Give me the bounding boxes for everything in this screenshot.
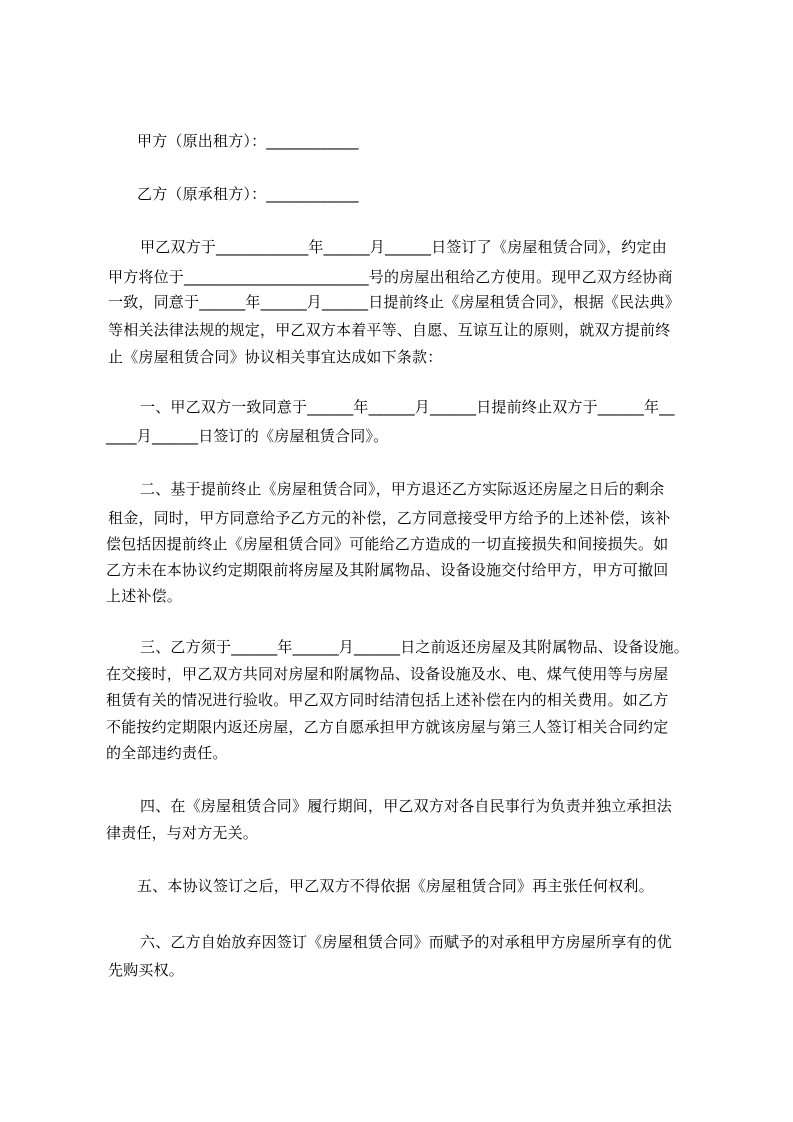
intro-line: 止《房屋租赁合同》协议相关事宜达成如下条款： xyxy=(108,348,443,366)
clause-line: 一、甲乙双方一致同意于______年______月______日提前终止双方于______年__ xyxy=(140,398,675,416)
clause-line: ____月______日签订的《房屋租赁合同》。 xyxy=(106,427,389,445)
clause-line: 上述补偿。 xyxy=(106,587,183,605)
clause-line: 偿包括因提前终止《房屋租赁合同》可能给乙方造成的一切直接损失和间接损失。如 xyxy=(106,535,669,553)
clause-line: 的全部违约责任。 xyxy=(106,744,228,762)
clause-line: 四、在《房屋租赁合同》履行期间，甲乙双方对各自民事行为负责并独立承担法 xyxy=(140,797,673,815)
clause-line: 乙方未在本协议约定期限前将房屋及其附属物品、设备设施交付给甲方，甲方可撤回 xyxy=(106,561,669,579)
clause-line: 不能按约定期限内返还房屋，乙方自愿承担甲方就该房屋与第三人签订相关合同约定 xyxy=(106,718,669,736)
clause-line: 租赁有关的情况进行验收。甲乙双方同时结清包括上述补偿在内的相关费用。如乙方 xyxy=(106,691,669,709)
clause-line: 三、乙方须于______年______月______日之前返还房屋及其附属物品、设备设施。 xyxy=(140,638,690,656)
clause-line: 二、基于提前终止《房屋租赁合同》，甲方退还乙方实际返还房屋之日后的剩余 xyxy=(140,480,665,498)
intro-line: 甲乙双方于____________年______月______日签订了《房屋租赁合同》，约定由 xyxy=(140,238,667,256)
clause-line: 律责任，与对方无关。 xyxy=(106,824,259,842)
clause-line: 六、乙方自始放弃因签订《房屋租赁合同》而赋予的对承租甲方房屋所享有的优 xyxy=(140,933,673,951)
party-b-line: 乙方（原承租方）：____________ xyxy=(137,185,359,203)
intro-line: 一致，同意于______年______月______日提前终止《房屋租赁合同》，根据《民法典》 xyxy=(108,293,680,311)
intro-line: 等相关法律法规的规定，甲乙双方本着平等、自愿、互谅互让的原则，就双方提前终 xyxy=(108,321,671,339)
clause-line: 五、本协议签订之后，甲乙双方不得依据《房屋租赁合同》再主张任何权利。 xyxy=(137,877,654,895)
clause-line: 租金，同时，甲方同意给予乙方元的补偿，乙方同意接受甲方给予的上述补偿，该补 xyxy=(108,509,671,527)
clause-line: 先购买权。 xyxy=(108,961,185,979)
intro-line: 甲方将位于________________________号的房屋出租给乙方使用。现甲乙双方经协商 xyxy=(108,268,673,286)
party-a-line: 甲方（原出租方）：____________ xyxy=(137,132,359,150)
clause-line: 在交接时，甲乙双方共同对房屋和附属物品、设备设施及水、电、煤气使用等与房屋 xyxy=(106,665,669,683)
